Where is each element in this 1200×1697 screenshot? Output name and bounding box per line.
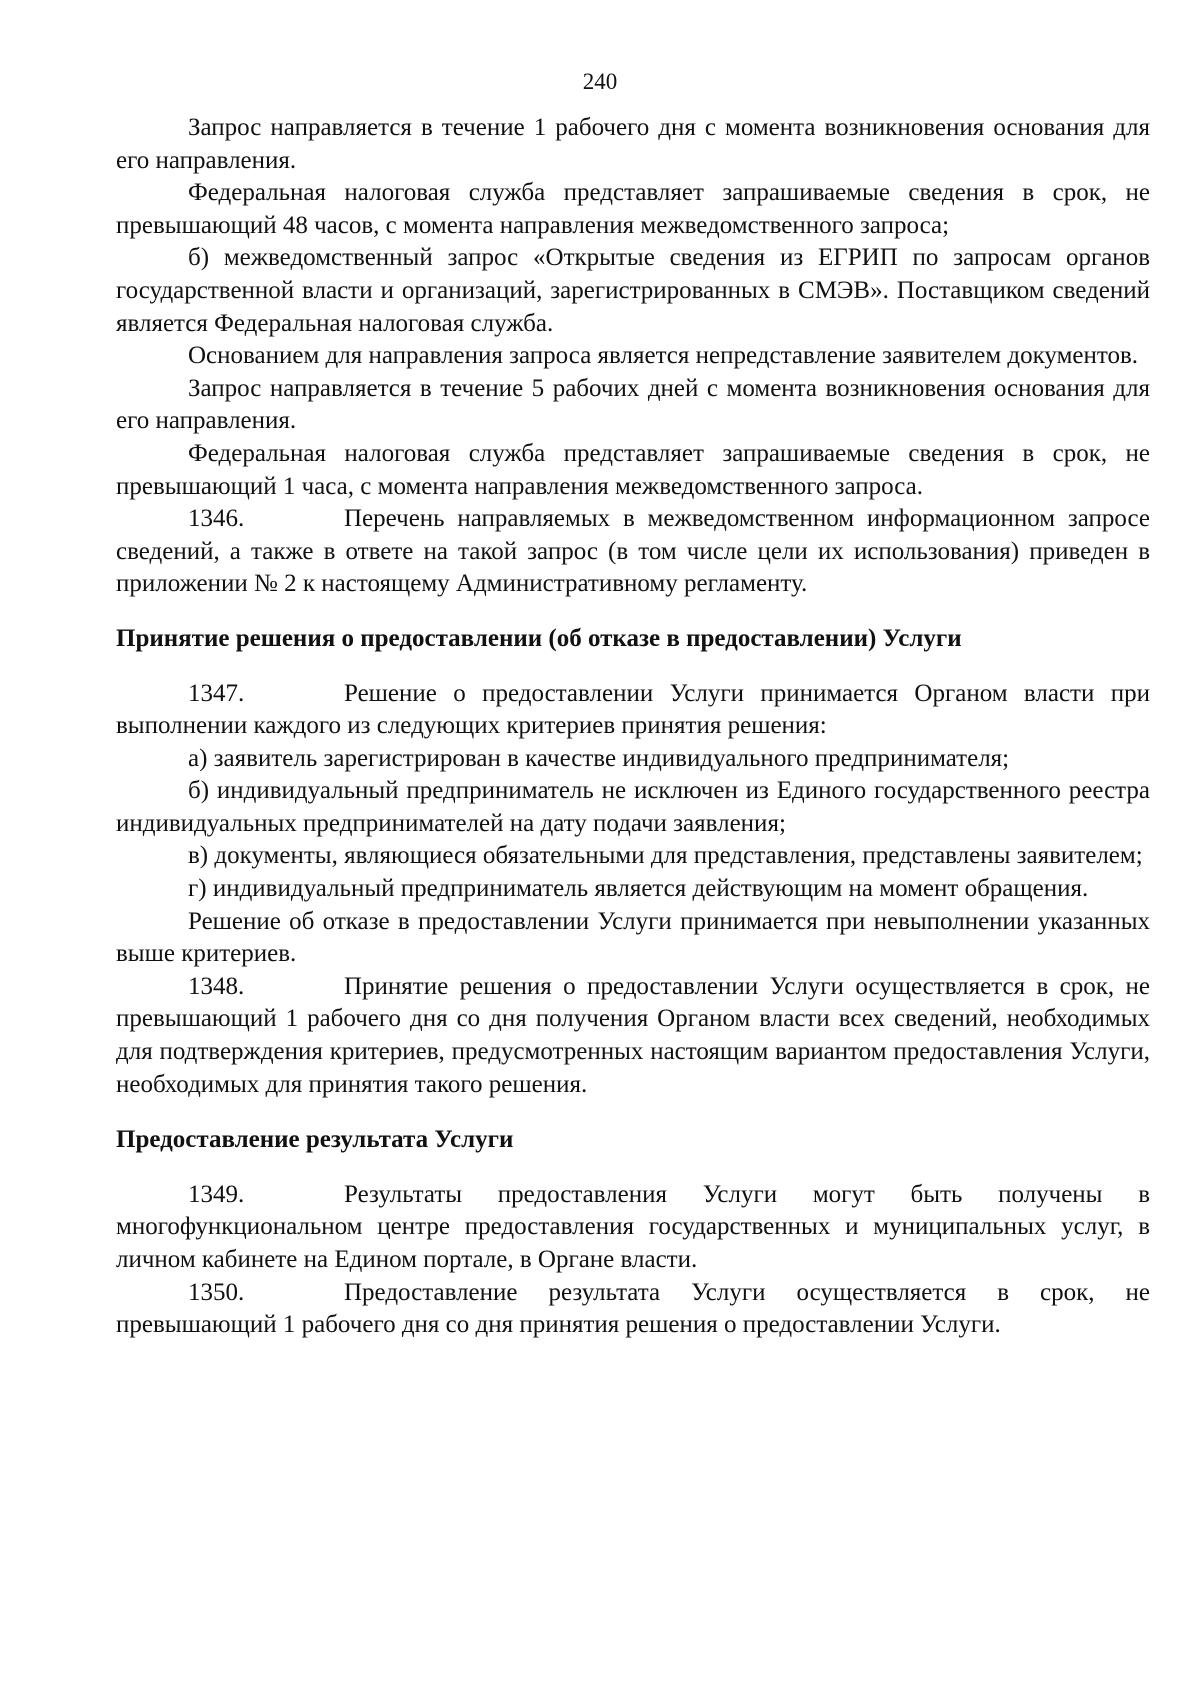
criterion-item: а) заявитель зарегистрирован в качестве индивидуального предпринимателя; bbox=[188, 744, 1010, 772]
criterion-item: б) индивидуальный предприниматель не исключен из Единого государственного реестра индивидуальных предпринимателей на дату подачи заявления; bbox=[116, 777, 1150, 837]
paragraph: Запрос направляется в течение 1 рабочего дня с момента возникновения основания для его направления. bbox=[116, 114, 1150, 174]
numbered-paragraph-1347 bbox=[116, 678, 1150, 743]
paragraph-text: Результаты предоставления Услуги могут быть получены в многофункциональном центре предоставления государственных и муниципальных услуг, в личном кабинете на Едином портале, в Органе власти. bbox=[116, 1180, 1150, 1273]
paragraph-number: 1347. bbox=[188, 679, 245, 707]
paragraph-number: 1349. bbox=[188, 1180, 245, 1208]
paragraph-number: 1348. bbox=[188, 972, 245, 1000]
paragraph-text: Перечень направляемых в межведомственном информационном запросе сведений, а также в ответе на такой запрос (в том числе цели их использования) приведен в приложении № 2 к настоящему Административному регламенту. bbox=[116, 505, 1150, 598]
page-number: 240 bbox=[582, 69, 618, 94]
criterion-item: в) документы, являющиеся обязательными для представления, представлены заявителем; bbox=[188, 842, 1143, 870]
paragraph-text: Решение о предоставлении Услуги принимается Органом власти при выполнении каждого из следующих критериев принятия решения: bbox=[116, 679, 1150, 740]
paragraph: Решение об отказе в предоставлении Услуги принимается при невыполнении указанных выше критериев. bbox=[116, 907, 1150, 968]
section-heading-decision: Принятие решения о предоставлении (об отказе в предоставлении) Услуги bbox=[116, 624, 962, 652]
numbered-paragraph-1346 bbox=[116, 503, 1150, 601]
numbered-paragraph-1350 bbox=[116, 1277, 1150, 1342]
numbered-paragraph-1348 bbox=[116, 971, 1150, 1101]
paragraph: Основанием для направления запроса является непредставление заявителем документов. bbox=[188, 342, 1139, 370]
paragraph-number: 1350. bbox=[188, 1278, 245, 1306]
paragraph-text: Предоставление результата Услуги осуществляется в срок, не превышающий 1 рабочего дня со дня принятия решения о предоставлении Услуги. bbox=[116, 1278, 1150, 1339]
paragraph: Федеральная налоговая служба представляет запрашиваемые сведения в срок, не превышающий 48 часов, с момента направления межведомственного запроса; bbox=[116, 179, 1150, 239]
criterion-item: г) индивидуальный предприниматель является действующим на момент обращения. bbox=[188, 875, 1089, 903]
paragraph: Запрос направляется в течение 5 рабочих дней с момента возникновения основания для его направления. bbox=[116, 374, 1150, 435]
paragraph: Федеральная налоговая служба представляет запрашиваемые сведения в срок, не превышающий 1 часа, с момента направления межведомственного запроса. bbox=[116, 439, 1150, 500]
numbered-paragraph-1349 bbox=[116, 1179, 1150, 1277]
document-body bbox=[116, 112, 1150, 1342]
paragraph-text: Принятие решения о предоставлении Услуги осуществляется в срок, не превышающий 1 рабочего дня со дня получения Органом власти всех сведений, необходимых для подтверждения критериев, предусмотренных настоящим вариантом предоставления Услуги, необходимых для принятия такого решения. bbox=[116, 972, 1150, 1098]
paragraph: б) межведомственный запрос «Открытые сведения из ЕГРИП по запросам органов государственной власти и организаций, зарегистрированных в СМЭВ». Поставщиком сведений является Федеральная налоговая служба. bbox=[116, 244, 1150, 337]
section-heading-result: Предоставление результата Услуги bbox=[116, 1126, 514, 1154]
paragraph-number: 1346. bbox=[188, 505, 245, 533]
